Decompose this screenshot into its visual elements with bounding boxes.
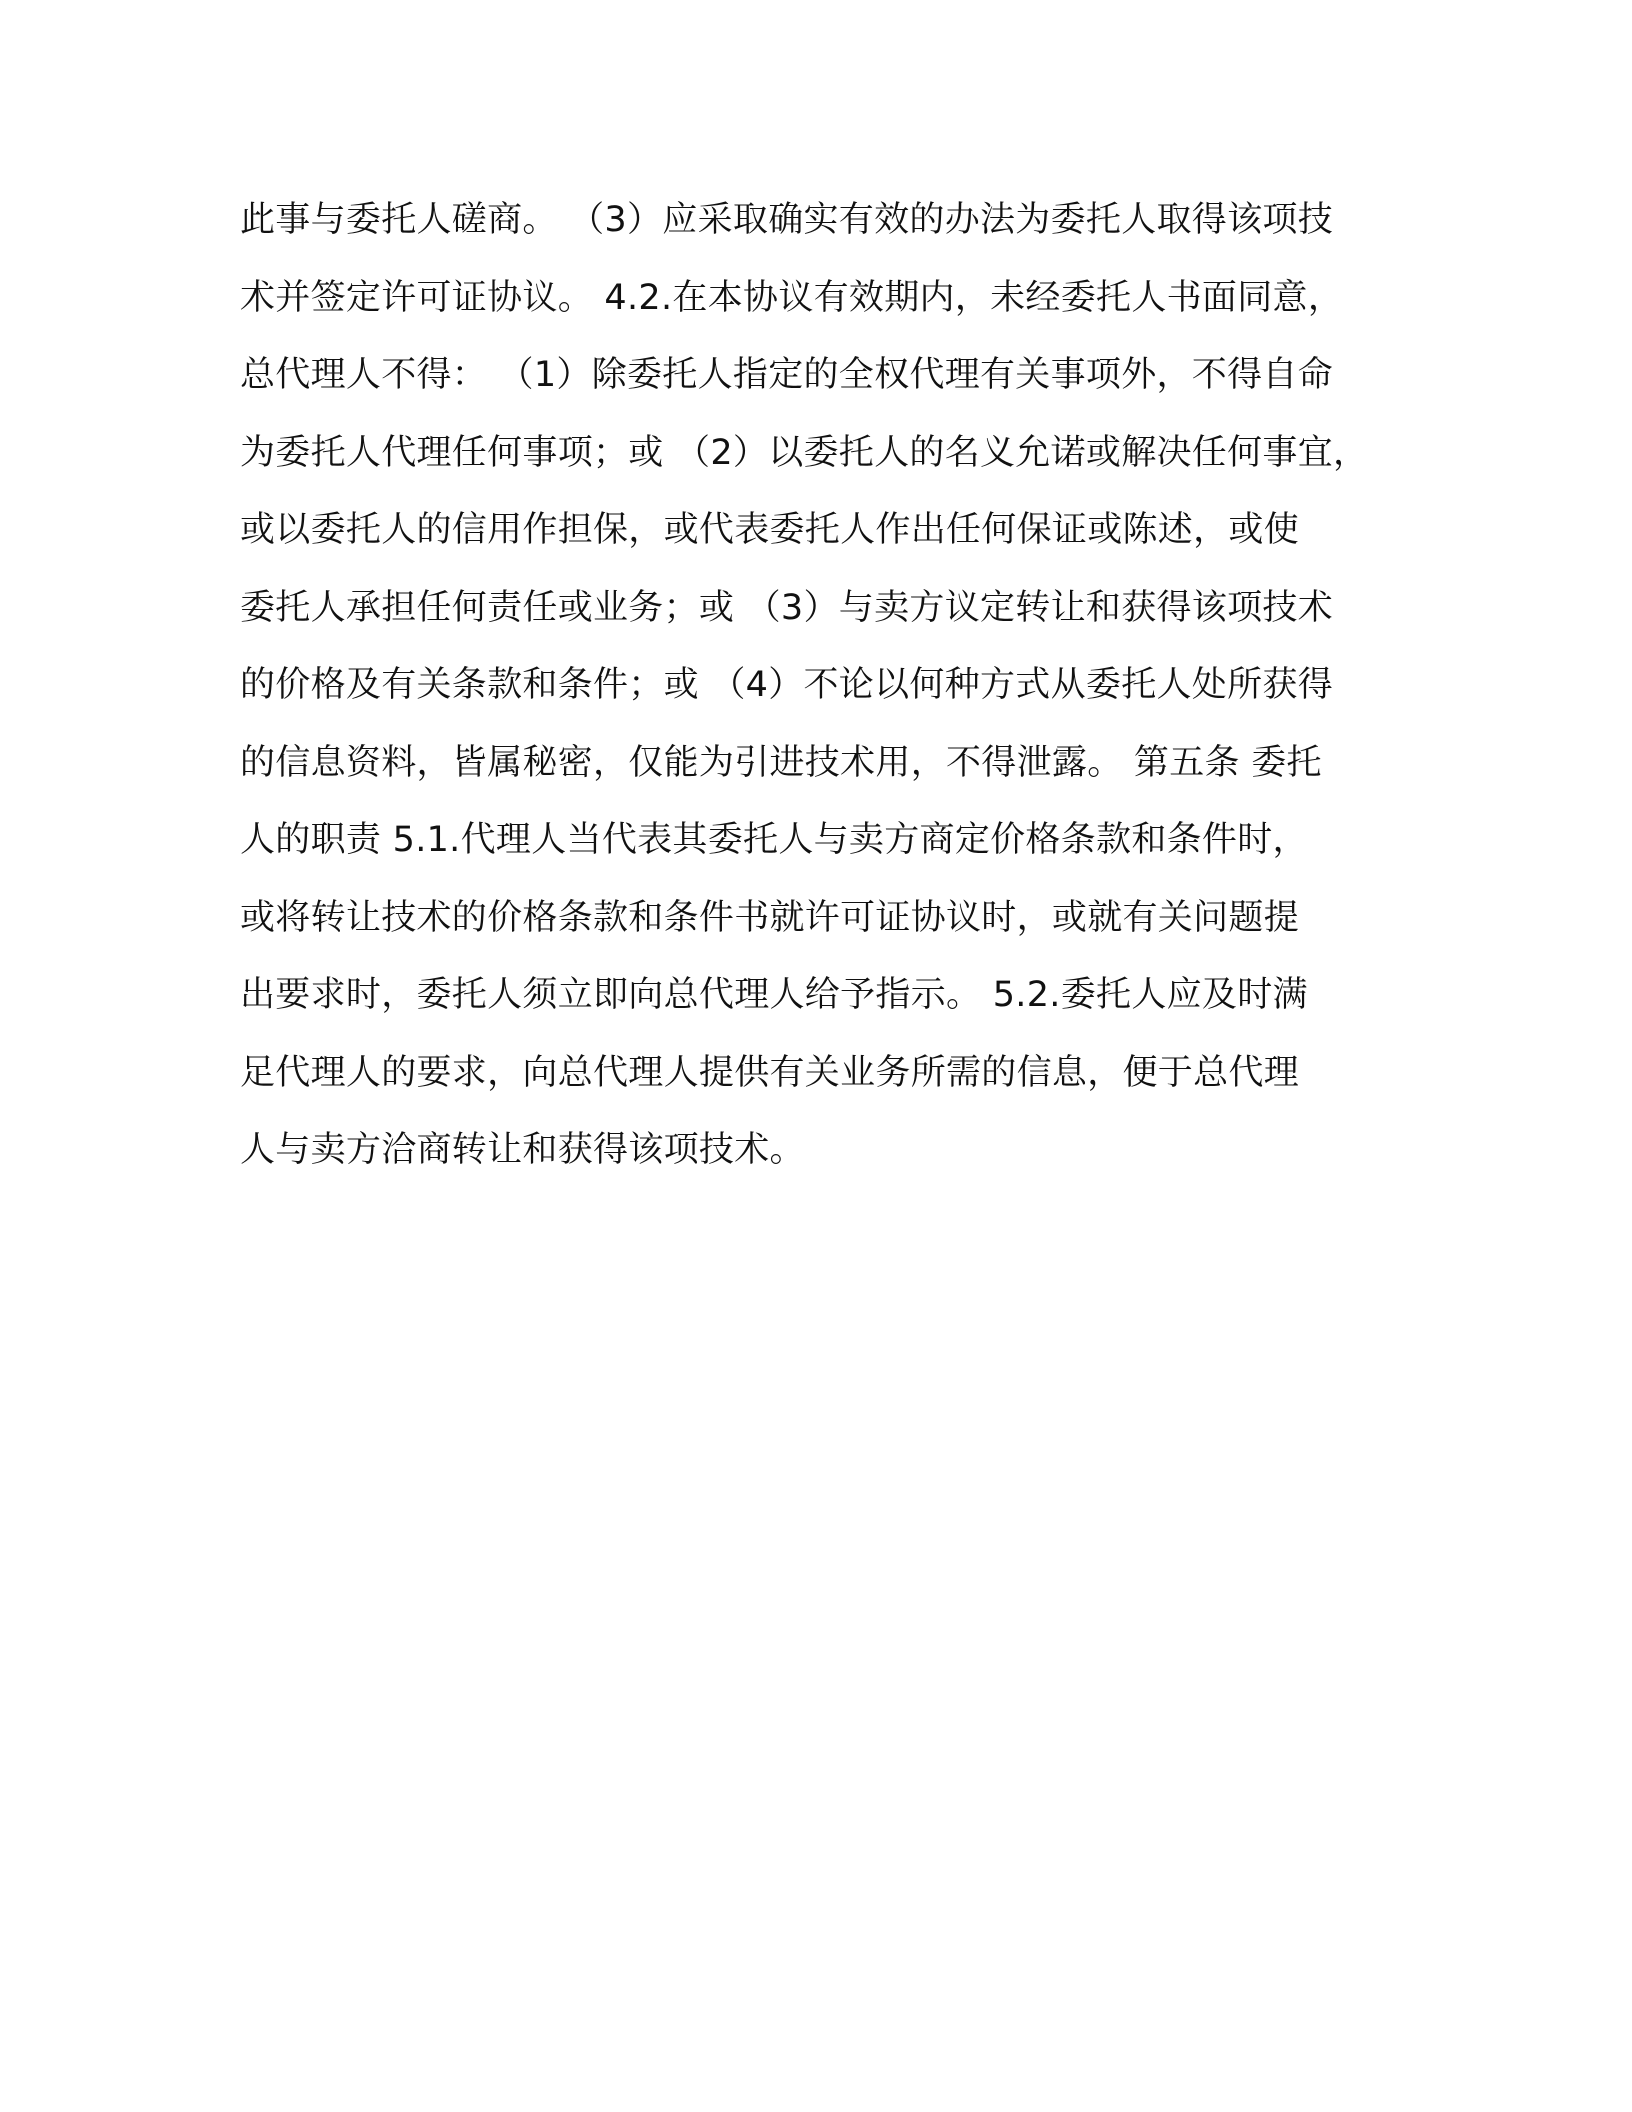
text-line-3: 总代理人不得： （1）除委托人指定的全权代理有关事项外，不得自命	[240, 355, 1333, 395]
text-line-9: 人的职责 5.1.代理人当代表其委托人与卖方商定价格条款和条件时，	[240, 820, 1308, 860]
text-line-10: 或将转让技术的价格条款和条件书就许可证协议时，或就有关问题提	[240, 897, 1300, 938]
text-line-6: 委托人承担任何责任或业务；或 （3）与卖方议定转让和获得该项技术	[240, 587, 1333, 628]
text-line-5: 或以委托人的信用作担保，或代表委托人作出任何保证或陈述，或使	[240, 510, 1300, 550]
text-line-1: 此事与委托人磋商。 （3）应采取确实有效的办法为委托人取得该项技	[240, 200, 1333, 240]
body-text	[240, 188, 1440, 1196]
text-line-12: 足代理人的要求，向总代理人提供有关业务所需的信息，便于总代理	[240, 1052, 1300, 1093]
text-line-13: 人与卖方洽商转让和获得该项技术。	[240, 1130, 805, 1170]
text-line-11: 出要求时，委托人须立即向总代理人给予指示。 5.2.委托人应及时满	[240, 975, 1308, 1015]
text-line-4: 为委托人代理任何事项；或 （2）以委托人的名义允诺或解决任何事宜，	[240, 432, 1369, 473]
text-line-7: 的价格及有关条款和条件；或 （4）不论以何种方式从委托人处所获得	[240, 665, 1333, 705]
text-line-8: 的信息资料，皆属秘密，仅能为引进技术用，不得泄露。 第五条 委托	[240, 742, 1322, 783]
text-line-2: 术并签定许可证协议。 4.2.在本协议有效期内，未经委托人书面同意，	[240, 277, 1344, 318]
